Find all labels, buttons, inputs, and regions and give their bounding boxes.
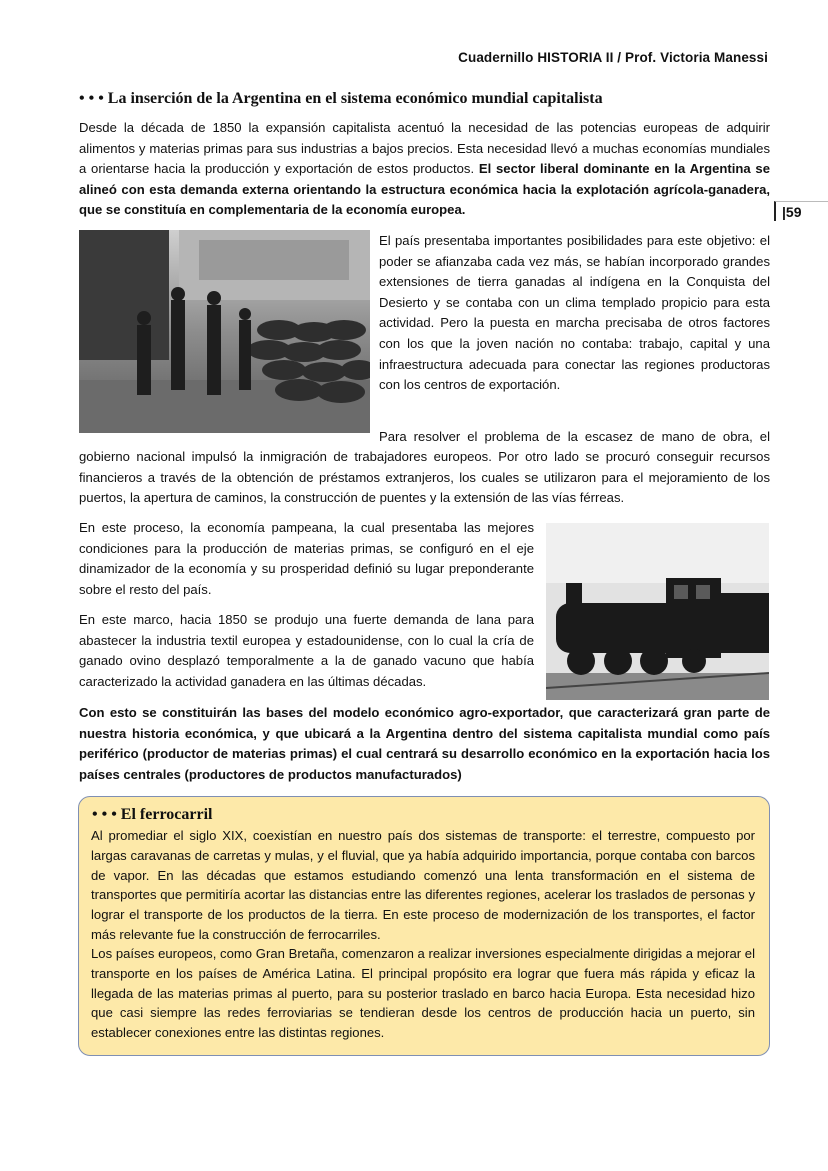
paragraph-labor: gobierno nacional impulsó la inmigración de trabajadores europeos. Por otro lado se procuró conseguir recursos financieros a través de la obtención de préstamos extranjeros, los cuales se utilizaron para el mejoramiento de los puertos, la apertura de caminos, la construcción de puentes y la extensión de las vías férreas.: [79, 449, 770, 506]
port-workers-photo: [79, 230, 370, 433]
intro-text: Desde la década de 1850 la expansión capitalista acentuó la necesidad de las potencias europeas de adquirir alimentos y materias primas para sus industrias a bajos precios. Esta necesidad llevó a muchas economías mundiales a orientarse hacia la producción y exportación de estos productos.: [79, 120, 770, 177]
page-header: Cuadernillo HISTORIA II / Prof. Victoria Manessi: [458, 50, 768, 65]
agroexport-bold-text: Con esto se constituirán las bases del modelo económico agro-exportador, que caracterizará gran parte de nuestra historia económica, y que ubicará a la Argentina dentro del sistema capitalista mundial como país periférico (productor de materias primas) el cual centrará su desarrollo económico en la exportación hacia los países centrales (productores de productos manufacturados): [79, 705, 770, 782]
railway-box-title: • • • El ferrocarril: [92, 806, 213, 823]
paragraph-possibilities: El país presentaba importantes posibilidades para este objetivo: el poder se afianzaba cada vez más, se habían incorporado grandes extensiones de tierra ganadas al indígena en la Conquista del Desierto y se contaba con un clima templado propicio para esta actividad. Pero la puesta en marcha precisaba de otros factores con los que la joven nación no contaba: trabajo, capital y una infraestructura adecuada para conectar las regiones productoras con los centros de exportación.: [379, 233, 770, 393]
intro-bold-text: El sector liberal dominante en la Argentina se alineó con esta demanda externa orientando la estructura económica hacia la explotación agrícola-ganadera, que se constituía en complementaria de la economía europea.: [79, 161, 770, 218]
paragraph-labor-first-line: Para resolver el problema de la escasez de mano de obra, el: [379, 429, 770, 444]
intro-paragraph: [79, 118, 770, 221]
railway-paragraph-1: Al promediar el siglo XIX, coexistían en nuestro país dos sistemas de transporte: el terrestre, compuesto por largas caravanas de carretas y mulas, y el fluvial, que ya había adquirido importancia, porque contaba con barcos de vapor. En las décadas que estamos estudiando comenzó una lenta transformación en el sistema de transportes que permitiría acortar las distancias entre las diferentes regiones, acelerar los traslados de personas y lograr el transporte de los productos de la tierra. En este proceso de modernización de los transportes, el factor más relevante fue la construcción de ferrocarriles.: [91, 828, 755, 942]
steam-locomotive-photo: [546, 523, 769, 700]
paragraph-agroexport: [79, 703, 770, 785]
railway-paragraph-2: Los países europeos, como Gran Bretaña, comenzaron a realizar inversiones especialmente dirigidas a mejorar el transporte en los países de América Latina. El principal propósito era lograr que fuera más rápida y eficaz la llegada de las materias primas al puerto, para su posterior traslado en barco hacia Europa. Esta necesidad hizo que casi siempre las redes ferroviarias se tendieran desde los centros de producción hacia un puerto, sin establecer conexiones entre las distintas regiones.: [91, 946, 755, 1041]
page-number: |59: [774, 201, 828, 221]
paragraph-pampeana: En este proceso, la economía pampeana, la cual presentaba las mejores condiciones para la producción de materias primas, se configuró en el eje dinamizador de la economía y su prosperidad definió su lugar preponderante sobre el resto del país.: [79, 520, 534, 597]
section-title: • • • La inserción de la Argentina en el sistema económico mundial capitalista: [79, 90, 603, 107]
paragraph-wool: En este marco, hacia 1850 se produjo una fuerte demanda de lana para abastecer la industria textil europea y estadounidense, con lo cual la cría de ganado ovino desplazó temporalmente a la de ganado vacuno que había caracterizado la actividad ganadera en las últimas décadas.: [79, 612, 534, 689]
